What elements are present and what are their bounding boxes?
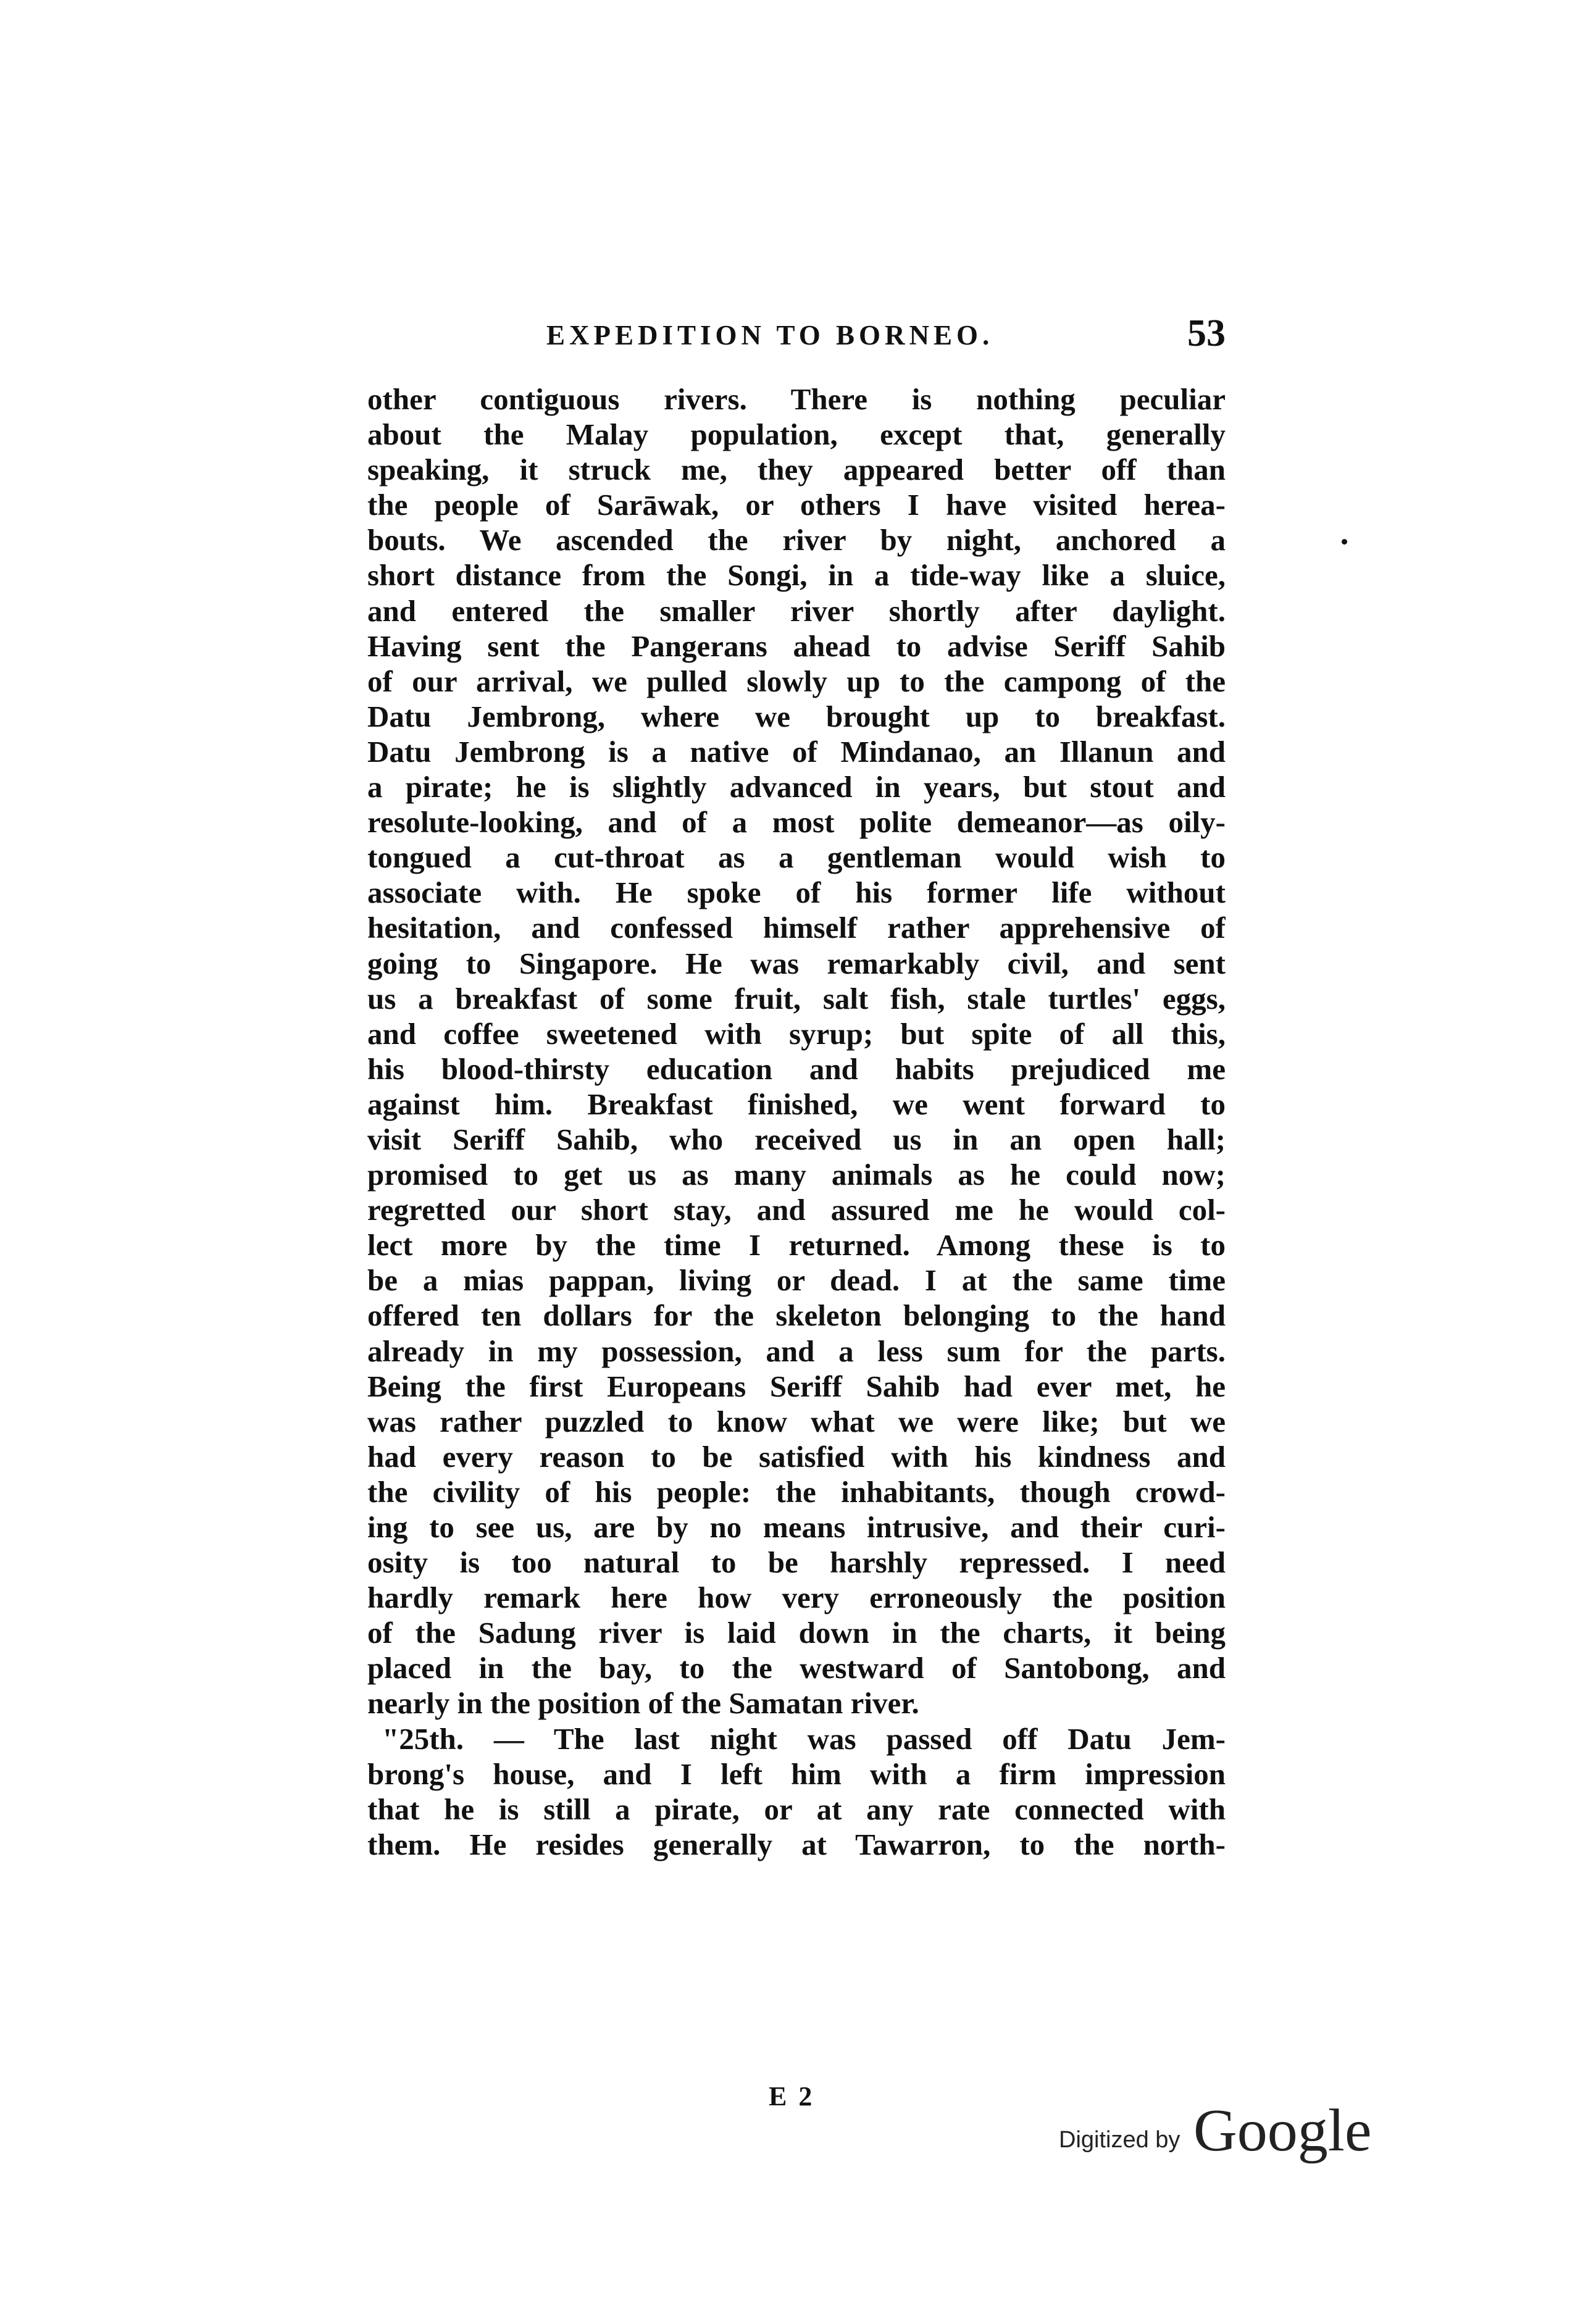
text-line: hardly remark here how very erroneously the position <box>367 1581 1226 1615</box>
text-line: and entered the smaller river shortly after daylight. <box>367 593 1226 628</box>
page-number: 53 <box>1187 312 1226 354</box>
text-line: tongued a cut-throat as a gentleman would wish to <box>367 840 1226 875</box>
text-line: of our arrival, we pulled slowly up to the campong of the <box>367 664 1226 698</box>
text-line: brong's house, and I left him with a firm impression <box>367 1756 1226 1791</box>
text-line: them. He resides generally at Tawarron, to the north- <box>367 1827 1226 1861</box>
text-line: be a mias pappan, living or dead. I at the same time <box>367 1263 1226 1298</box>
text-line: Being the first Europeans Seriff Sahib had ever met, he <box>367 1369 1226 1403</box>
text-line: already in my possession, and a less sum for the parts. <box>367 1334 1226 1368</box>
text-line: his blood-thirsty education and habits prejudiced me <box>367 1051 1226 1086</box>
body-text <box>367 382 1226 1862</box>
text-line: that he is still a pirate, or at any rate connected with <box>367 1792 1226 1826</box>
text-line: of the Sadung river is laid down in the charts, it being <box>367 1616 1226 1650</box>
google-logo: Google <box>1193 2097 1372 2164</box>
running-title: EXPEDITION TO BORNEO. <box>546 320 994 351</box>
text-line: nearly in the position of the Samatan river. <box>367 1686 919 1721</box>
text-line: resolute-looking, and of a most polite demeanor—as oily- <box>367 805 1226 840</box>
text-line: the people of Sarāwak, or others I have visited herea- <box>367 488 1226 522</box>
text-line: bouts. We ascended the river by night, anchored a <box>367 523 1226 558</box>
text-line: hesitation, and confessed himself rather apprehensive of <box>367 911 1226 945</box>
running-head <box>367 312 1226 361</box>
text-line: other contiguous rivers. There is nothing peculiar <box>367 382 1226 416</box>
signature-mark: E 2 <box>769 2081 815 2111</box>
text-line: promised to get us as many animals as he could now; <box>367 1158 1226 1192</box>
text-line: regretted our short stay, and assured me he would col- <box>367 1193 1226 1227</box>
text-line: associate with. He spoke of his former life without <box>367 875 1226 910</box>
text-line: short distance from the Songi, in a tide-way like a sluice, <box>367 558 1226 593</box>
text-line: and coffee sweetened with syrup; but spite of all this, <box>367 1016 1226 1051</box>
text-line: about the Malay population, except that, generally <box>367 417 1226 452</box>
text-line: speaking, it struck me, they appeared better off than <box>367 453 1226 487</box>
text-line: offered ten dollars for the skeleton belonging to the hand <box>367 1298 1226 1333</box>
text-line: against him. Breakfast finished, we went forward to <box>367 1087 1226 1121</box>
text-line: had every reason to be satisfied with his kindness and <box>367 1439 1226 1474</box>
text-line: osity is too natural to be harshly repressed. I need <box>367 1545 1226 1580</box>
text-line: placed in the bay, to the westward of Santobong, and <box>367 1651 1226 1685</box>
text-line: visit Seriff Sahib, who received us in an open hall; <box>367 1122 1226 1156</box>
text-line: "25th. — The last night was passed off Datu Jem- <box>382 1721 1226 1756</box>
text-line: was rather puzzled to know what we were like; but we <box>367 1404 1226 1439</box>
text-line: Having sent the Pangerans ahead to advise Seriff Sahib <box>367 629 1226 663</box>
text-line: the civility of his people: the inhabitants, though crowd- <box>367 1474 1226 1509</box>
text-line: lect more by the time I returned. Among these is to <box>367 1228 1226 1263</box>
text-line: Datu Jembrong is a native of Mindanao, an Illanun and <box>367 734 1226 769</box>
text-line: a pirate; he is slightly advanced in years, but stout and <box>367 770 1226 804</box>
digitized-by-google-watermark <box>1059 2096 1405 2170</box>
ink-speck <box>1342 539 1347 545</box>
text-line: Datu Jembrong, where we brought up to breakfast. <box>367 699 1226 733</box>
digitized-prefix: Digitized by <box>1059 2127 1180 2153</box>
text-line: going to Singapore. He was remarkably civil, and sent <box>367 946 1226 980</box>
text-line: ing to see us, are by no means intrusive, and their curi- <box>367 1510 1226 1544</box>
text-line: us a breakfast of some fruit, salt fish, stale turtles' eggs, <box>367 981 1226 1016</box>
